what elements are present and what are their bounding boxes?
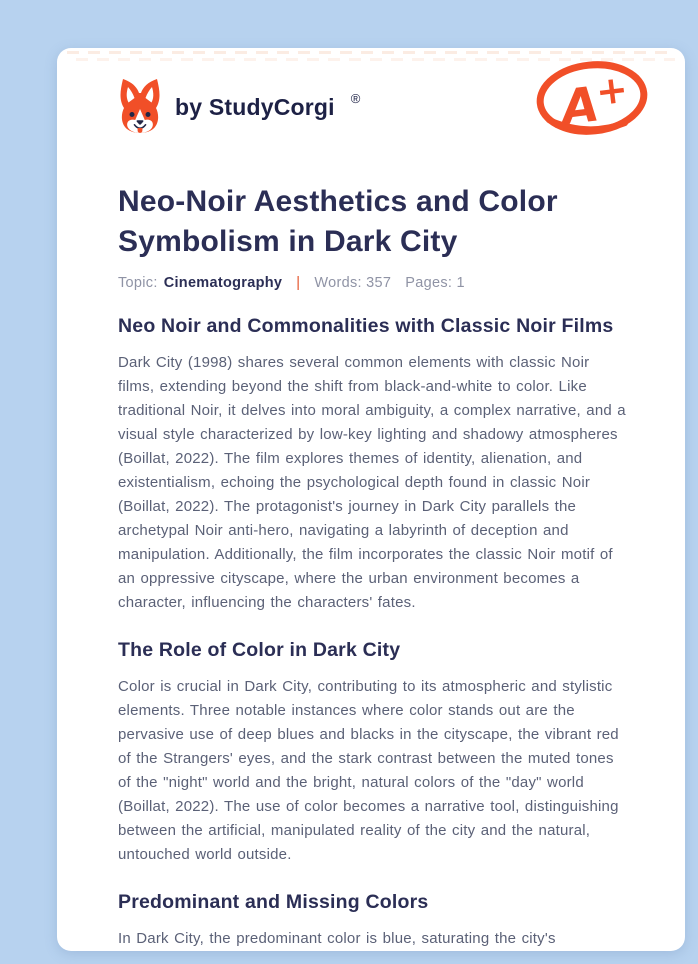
brand-text: by StudyCorgi (175, 93, 335, 120)
section-paragraph: Color is crucial in Dark City, contributing to its atmospheric and stylistic elements. Three notable instances where color stands out are the pervasive use of deep blues and blacks in the cityscape, the vibrant red of the Strangers' eyes, and the stark contrast between the muted tones of the "night" world and the bright, natural colors of the "day" world (Boillat, 2022). The use of color becomes a narrative tool, distinguishing between the artificial, manipulated reality of the city and the natural, untouched world outside. (118, 678, 619, 863)
section-paragraph: Dark City (1998) shares several common elements with classic Noir films, extending beyond the shift from black-and-white to color. Like traditional Noir, it delves into moral ambiguity, a complex narrative, and a visual style characterized by low-key lighting and shadowy atmospheres (Boillat, 2022). The film explores themes of identity, alienation, and existentialism, echoing the psychological depth found in classic Noir (Boillat, 2022). The protagonist's journey in Dark City parallels the archetypal Noir anti-hero, navigating a labyrinth of deception and manipulation. Additionally, the film incorporates the classic Noir motif of an oppressive cityscape, where the urban environment becomes a character, influencing the characters' fates. (118, 354, 626, 611)
corgi-icon (118, 78, 162, 136)
document-card (57, 48, 685, 951)
registered-mark: ® (350, 90, 361, 106)
section-neo-noir (118, 313, 630, 615)
topic-label: Topic: (118, 275, 158, 291)
studycorgi-brand-link[interactable] (118, 78, 361, 136)
header (57, 48, 685, 142)
svg-text:A: A (558, 76, 603, 137)
pages-count: Pages: 1 (405, 275, 465, 291)
article-content (57, 182, 685, 951)
section-heading: Neo Noir and Commonalities with Classic Noir Films (118, 315, 614, 337)
section-heading: The Role of Color in Dark City (118, 639, 401, 661)
a-plus-badge-icon (535, 58, 648, 142)
section-predominant-colors (118, 889, 630, 951)
svg-text:+: + (593, 66, 631, 115)
meta-separator: | (296, 275, 301, 291)
page-title: Neo-Noir Aesthetics and Color Symbolism in Dark City (118, 185, 558, 258)
topic-link[interactable]: Cinematography (163, 275, 283, 291)
section-heading: Predominant and Missing Colors (118, 891, 429, 913)
section-role-of-color (118, 637, 630, 867)
section-paragraph: In Dark City, the predominant color is blue, saturating the city's (118, 930, 556, 947)
words-count: Words: 357 (314, 275, 392, 291)
meta-row (118, 275, 630, 291)
